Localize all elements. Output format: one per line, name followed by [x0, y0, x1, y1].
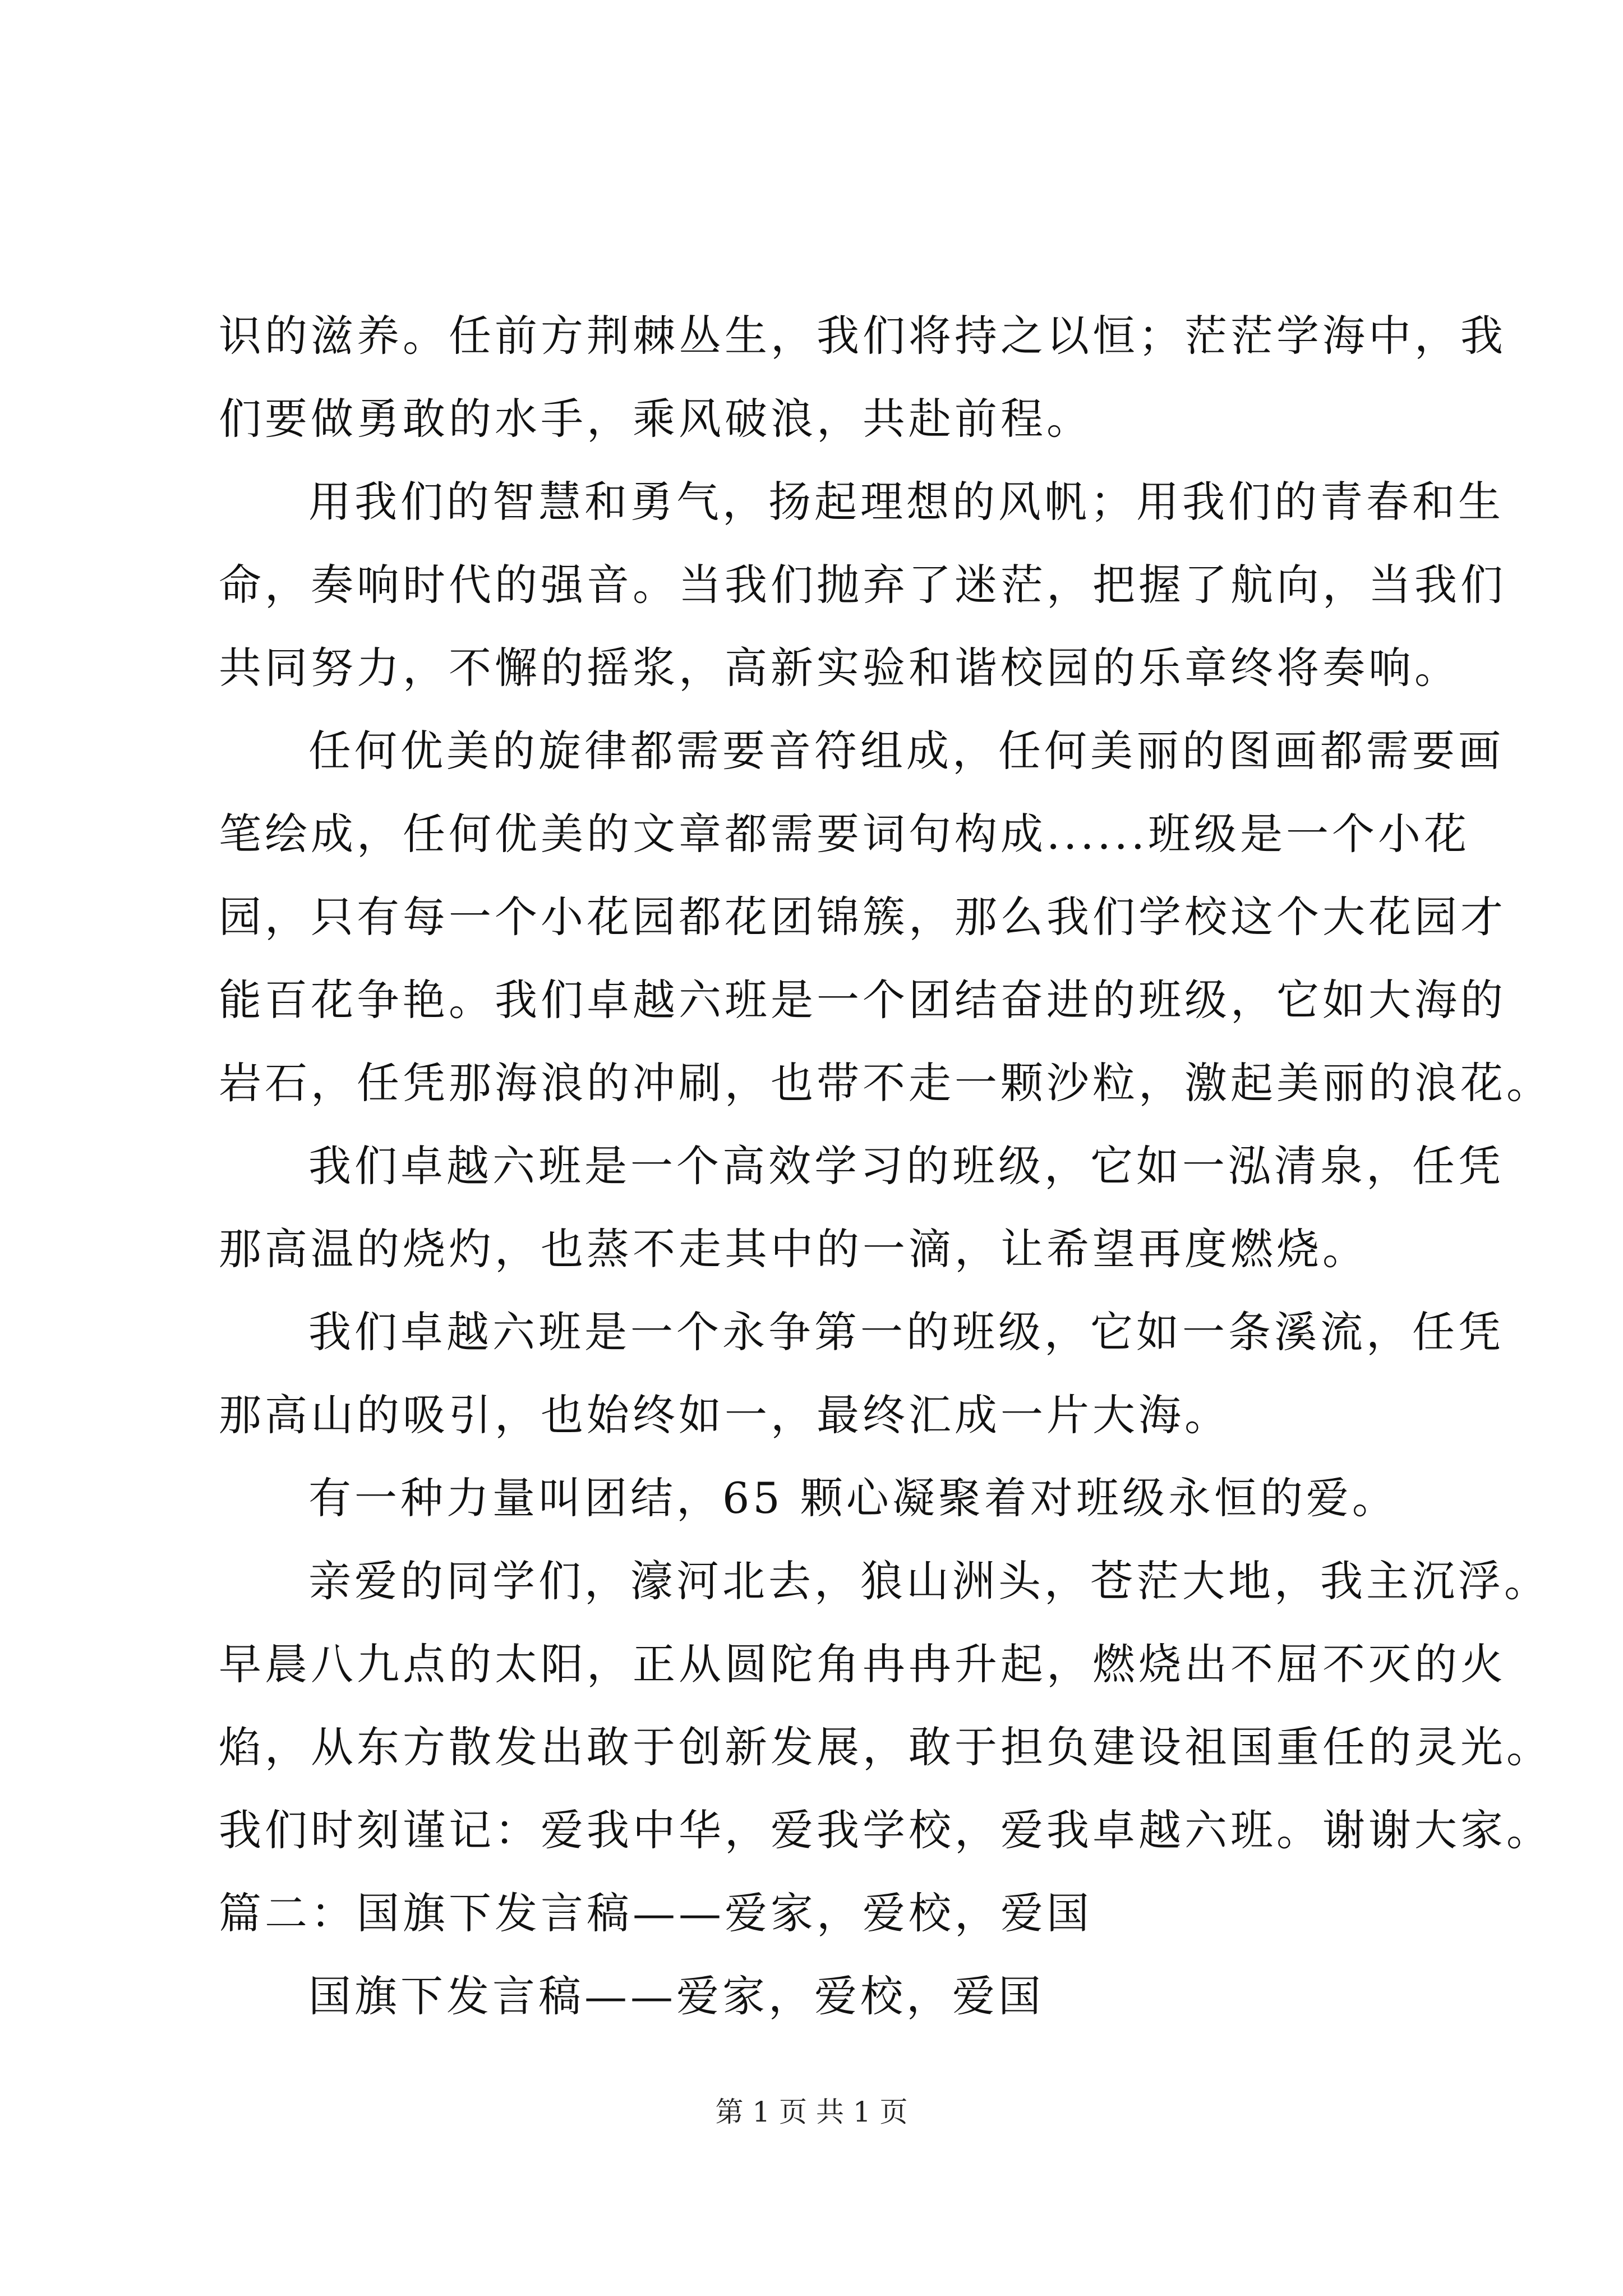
paragraph-start-line: 用我们的智慧和勇气，扬起理想的风帆；用我们的青春和生	[308, 477, 1504, 527]
paragraph-start-line: 我们卓越六班是一个高效学习的班级，它如一泓清泉，任凭	[308, 1141, 1504, 1191]
text-line: 识的滋养。任前方荆棘丛生，我们将持之以恒；茫茫学海中，我	[219, 311, 1506, 361]
section-heading: 篇二：国旗下发言稿——爱家，爱校，爱国	[219, 1888, 1092, 1938]
page-footer: 第 1 页 共 1 页	[715, 2096, 908, 2128]
body-text	[219, 295, 1552, 2038]
text-line: 们要做勇敢的水手，乘风破浪，共赴前程。	[219, 394, 1092, 444]
paragraph-start-line: 有一种力量叫团结，65 颗心凝聚着对班级永恒的爱。	[308, 1473, 1398, 1523]
text-line: 能百花争艳。我们卓越六班是一个团结奋进的班级，它如大海的	[219, 975, 1506, 1025]
text-line: 那高山的吸引，也始终如一，最终汇成一片大海。	[219, 1390, 1230, 1440]
text-line: 焰，从东方散发出敢于创新发展，敢于担负建设祖国重任的灵光。	[219, 1722, 1552, 1772]
text-line: 那高温的烧灼，也蒸不走其中的一滴，让希望再度燃烧。	[219, 1224, 1368, 1274]
paragraph-start-line: 任何优美的旋律都需要音符组成，任何美丽的图画都需要画	[308, 726, 1504, 776]
text-line: 早晨八九点的太阳，正从圆陀角冉冉升起，燃烧出不屈不灭的火	[219, 1639, 1506, 1689]
text-line: 我们时刻谨记：爱我中华，爱我学校，爱我卓越六班。谢谢大家。	[219, 1805, 1552, 1855]
paragraph-start-line: 我们卓越六班是一个永争第一的班级，它如一条溪流，任凭	[308, 1307, 1504, 1357]
text-line: 共同努力，不懈的摇浆，高新实验和谐校园的乐章终将奏响。	[219, 643, 1460, 693]
text-line: 笔绘成，任何优美的文章都需要词句构成......班级是一个小花	[219, 809, 1470, 859]
text-line: 岩石，任凭那海浪的冲刷，也带不走一颗沙粒，激起美丽的浪花。	[219, 1058, 1552, 1108]
paragraph-start-line: 亲爱的同学们，濠河北去，狼山洲头，苍茫大地，我主沉浮。	[308, 1556, 1550, 1606]
text-line: 命，奏响时代的强音。当我们抛弃了迷茫，把握了航向，当我们	[219, 560, 1506, 610]
section-title: 国旗下发言稿——爱家，爱校，爱国	[308, 1971, 1044, 2021]
text-line: 园，只有每一个小花园都花团锦簇，那么我们学校这个大花园才	[219, 892, 1506, 942]
